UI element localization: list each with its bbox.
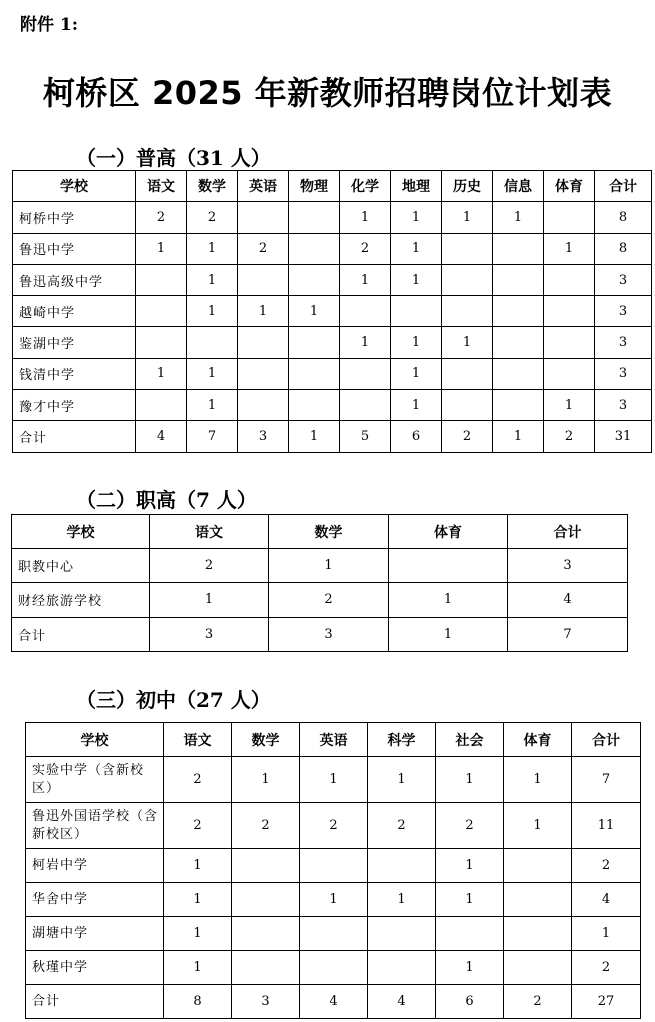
count-cell: 1 [187,358,238,389]
count-cell: 3 [232,985,300,1019]
senior-high-table [12,170,652,453]
table-row [12,583,628,617]
count-cell: 4 [572,883,641,917]
school-name-cell: 鲁迅中学 [13,233,136,264]
column-header: 数学 [232,723,300,757]
count-cell [493,358,544,389]
count-cell [238,202,289,233]
count-cell: 1 [238,296,289,327]
table-row [26,803,641,849]
count-cell: 3 [595,358,652,389]
school-name-cell: 财经旅游学校 [12,583,150,617]
header-row [26,723,641,757]
table-row [26,849,641,883]
count-cell: 1 [187,390,238,421]
header-row [13,171,652,202]
section-heading-vocational: （二）职高（7 人） [76,488,257,512]
count-cell: 2 [544,421,595,452]
count-cell [136,327,187,358]
count-cell: 1 [136,233,187,264]
count-cell: 1 [136,358,187,389]
school-name-cell: 合计 [12,617,150,651]
count-cell [238,327,289,358]
count-cell [493,327,544,358]
count-cell [544,296,595,327]
table-row [26,985,641,1019]
column-header: 数学 [187,171,238,202]
count-cell [289,390,340,421]
table-row [26,883,641,917]
column-header: 信息 [493,171,544,202]
count-cell [232,849,300,883]
count-cell: 1 [187,233,238,264]
column-header: 语文 [136,171,187,202]
school-name-cell: 华舍中学 [26,883,164,917]
count-cell: 1 [300,883,368,917]
count-cell [442,264,493,295]
column-header: 社会 [436,723,504,757]
count-cell [504,917,572,951]
count-cell: 7 [508,617,628,651]
count-cell [232,917,300,951]
count-cell: 1 [389,617,508,651]
count-cell [289,358,340,389]
count-cell: 2 [442,421,493,452]
count-cell [391,296,442,327]
count-cell [289,327,340,358]
count-cell: 1 [436,951,504,985]
count-cell: 2 [368,803,436,849]
count-cell: 1 [493,421,544,452]
count-cell [493,264,544,295]
count-cell: 6 [436,985,504,1019]
count-cell: 1 [391,327,442,358]
count-cell [493,390,544,421]
table-row [12,549,628,583]
count-cell [289,202,340,233]
count-cell: 3 [595,264,652,295]
count-cell: 1 [289,421,340,452]
school-name-cell: 柯岩中学 [26,849,164,883]
count-cell [238,264,289,295]
column-header: 英语 [238,171,289,202]
column-header: 学校 [12,515,150,549]
count-cell: 2 [150,549,269,583]
school-name-cell: 职教中心 [12,549,150,583]
school-name-cell: 豫才中学 [13,390,136,421]
count-cell: 1 [164,951,232,985]
count-cell: 1 [300,757,368,803]
count-cell: 2 [504,985,572,1019]
count-cell: 1 [368,883,436,917]
school-name-cell: 实验中学（含新校区） [26,757,164,803]
count-cell: 8 [164,985,232,1019]
header-row [12,515,628,549]
count-cell: 2 [572,951,641,985]
count-cell [232,951,300,985]
count-cell: 1 [544,390,595,421]
column-header: 语文 [150,515,269,549]
count-cell [300,917,368,951]
column-header: 英语 [300,723,368,757]
count-cell: 1 [368,757,436,803]
count-cell [442,390,493,421]
count-cell: 1 [340,327,391,358]
count-cell: 2 [164,803,232,849]
table-row [26,951,641,985]
count-cell [368,917,436,951]
count-cell [504,849,572,883]
count-cell [442,296,493,327]
count-cell: 1 [389,583,508,617]
column-header: 合计 [508,515,628,549]
count-cell: 4 [508,583,628,617]
count-cell: 1 [436,883,504,917]
count-cell: 1 [187,296,238,327]
count-cell [300,849,368,883]
table-row [12,617,628,651]
column-header: 化学 [340,171,391,202]
table-row [13,358,652,389]
count-cell: 4 [300,985,368,1019]
column-header: 学校 [13,171,136,202]
count-cell: 2 [187,202,238,233]
count-cell [544,327,595,358]
count-cell [136,390,187,421]
count-cell [368,951,436,985]
count-cell: 1 [164,917,232,951]
count-cell: 2 [269,583,389,617]
count-cell: 1 [504,757,572,803]
count-cell: 8 [595,202,652,233]
count-cell [544,202,595,233]
count-cell: 1 [544,233,595,264]
school-name-cell: 秋瑾中学 [26,951,164,985]
count-cell: 1 [232,757,300,803]
count-cell: 2 [238,233,289,264]
count-cell [368,849,436,883]
count-cell [238,390,289,421]
table-row [13,296,652,327]
count-cell [493,296,544,327]
count-cell [544,358,595,389]
column-header: 体育 [544,171,595,202]
count-cell: 27 [572,985,641,1019]
school-name-cell: 合计 [13,421,136,452]
count-cell [436,917,504,951]
column-header: 合计 [572,723,641,757]
count-cell: 3 [238,421,289,452]
count-cell: 1 [391,358,442,389]
school-name-cell: 鉴湖中学 [13,327,136,358]
count-cell: 1 [340,264,391,295]
count-cell: 1 [442,202,493,233]
count-cell [136,264,187,295]
count-cell: 1 [164,883,232,917]
attachment-label: 附件 1: [20,15,79,35]
section-heading-senior-high: （一）普高（31 人） [76,146,271,170]
count-cell: 1 [504,803,572,849]
count-cell: 4 [136,421,187,452]
count-cell [232,883,300,917]
school-name-cell: 合计 [26,985,164,1019]
count-cell [340,390,391,421]
count-cell [493,233,544,264]
count-cell [442,233,493,264]
count-cell [238,358,289,389]
count-cell: 1 [289,296,340,327]
count-cell: 1 [391,264,442,295]
count-cell: 1 [391,390,442,421]
school-name-cell: 鲁迅外国语学校（含新校区） [26,803,164,849]
count-cell: 2 [164,757,232,803]
table-row [13,327,652,358]
count-cell: 3 [150,617,269,651]
school-name-cell: 柯桥中学 [13,202,136,233]
count-cell: 3 [595,390,652,421]
school-name-cell: 鲁迅高级中学 [13,264,136,295]
count-cell: 1 [391,202,442,233]
count-cell: 2 [340,233,391,264]
column-header: 学校 [26,723,164,757]
count-cell [442,358,493,389]
count-cell [389,549,508,583]
table-row [13,202,652,233]
junior-high-table [25,722,641,1019]
column-header: 物理 [289,171,340,202]
column-header: 语文 [164,723,232,757]
column-header: 体育 [504,723,572,757]
count-cell: 5 [340,421,391,452]
table-row [13,421,652,452]
count-cell [187,327,238,358]
count-cell [504,951,572,985]
count-cell: 1 [391,233,442,264]
count-cell [340,296,391,327]
column-header: 历史 [442,171,493,202]
count-cell: 1 [442,327,493,358]
count-cell [289,264,340,295]
count-cell: 1 [340,202,391,233]
table-row [13,264,652,295]
count-cell [340,358,391,389]
table-row [26,917,641,951]
school-name-cell: 越崎中学 [13,296,136,327]
count-cell: 3 [595,327,652,358]
count-cell: 1 [164,849,232,883]
column-header: 科学 [368,723,436,757]
count-cell [136,296,187,327]
column-header: 地理 [391,171,442,202]
count-cell: 1 [436,849,504,883]
count-cell: 3 [595,296,652,327]
count-cell: 3 [269,617,389,651]
count-cell: 7 [187,421,238,452]
count-cell: 1 [572,917,641,951]
school-name-cell: 湖塘中学 [26,917,164,951]
count-cell: 1 [436,757,504,803]
school-name-cell: 钱清中学 [13,358,136,389]
count-cell: 31 [595,421,652,452]
count-cell [289,233,340,264]
count-cell: 4 [368,985,436,1019]
column-header: 合计 [595,171,652,202]
count-cell: 1 [187,264,238,295]
count-cell [300,951,368,985]
count-cell: 1 [150,583,269,617]
count-cell: 2 [572,849,641,883]
count-cell: 3 [508,549,628,583]
count-cell [544,264,595,295]
count-cell: 8 [595,233,652,264]
count-cell: 2 [300,803,368,849]
table-row [26,757,641,803]
count-cell: 2 [436,803,504,849]
count-cell: 2 [232,803,300,849]
table-row [13,390,652,421]
count-cell: 1 [269,549,389,583]
section-heading-junior-high: （三）初中（27 人） [76,688,271,712]
count-cell [504,883,572,917]
document-title: 柯桥区 2025 年新教师招聘岗位计划表 [42,74,613,112]
count-cell: 11 [572,803,641,849]
table-row [13,233,652,264]
count-cell: 7 [572,757,641,803]
column-header: 数学 [269,515,389,549]
count-cell: 2 [136,202,187,233]
vocational-table [11,514,628,652]
count-cell: 6 [391,421,442,452]
count-cell: 1 [493,202,544,233]
column-header: 体育 [389,515,508,549]
